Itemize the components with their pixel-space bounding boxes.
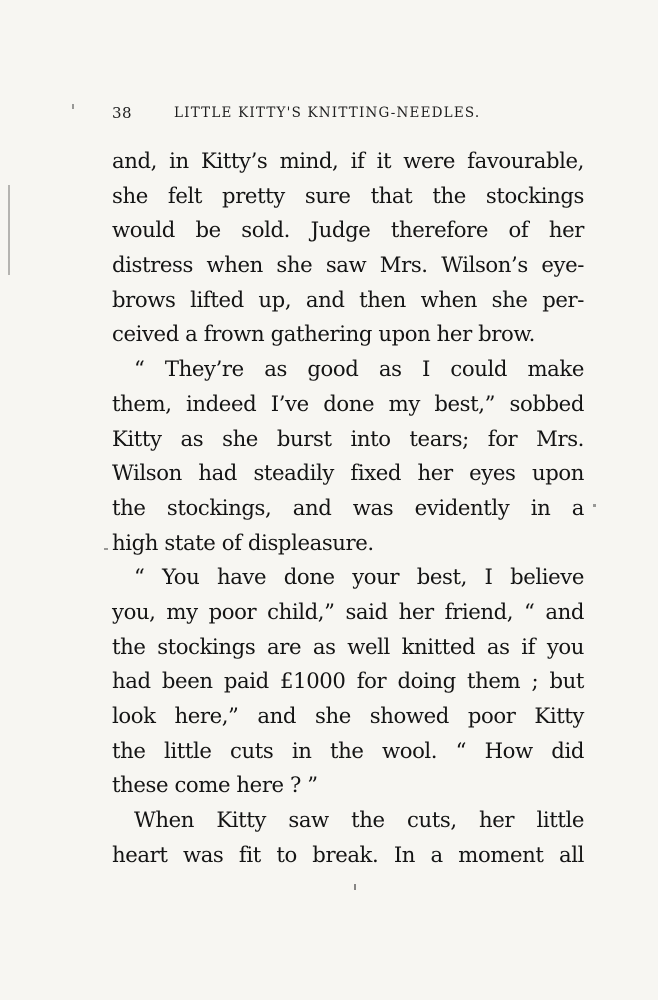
text-line: “ You have done your best, I believe (134, 564, 584, 590)
text-line: heart was fit to break. In a moment all (112, 841, 584, 867)
text-line: distress when she saw Mrs. Wilson’s eye- (112, 252, 584, 278)
scan-mark (593, 504, 596, 507)
text-line: these come here ? ” (112, 772, 318, 798)
scan-mark (104, 548, 108, 550)
text-line: the little cuts in the wool. “ How did (112, 737, 584, 763)
text-line: them, indeed I’ve done my best,” sobbed (112, 390, 584, 416)
text-line: had been paid £1000 for doing them ; but (112, 668, 584, 694)
text-line: and, in Kitty’s mind, if it were favourable, (112, 148, 584, 173)
text-line: brows lifted up, and then when she per- (112, 286, 584, 312)
text-line: Kitty as she burst into tears; for Mrs. (112, 425, 584, 451)
scan-mark (354, 884, 356, 890)
text-line: she felt pretty sure that the stockings (112, 182, 584, 208)
running-title: LITTLE KITTY'S KNITTING-NEEDLES. (174, 105, 481, 121)
text-line: the stockings are as well knitted as if you (112, 633, 584, 659)
page-number: 38 (112, 104, 133, 122)
text-line: the stockings, and was evidently in a (112, 494, 584, 520)
text-line: Wilson had steadily fixed her eyes upon (112, 460, 584, 486)
page-header (112, 104, 582, 126)
text-line: would be sold. Judge therefore of her (112, 217, 584, 243)
text-line: “ They’re as good as I could make (134, 356, 584, 382)
scan-mark (8, 185, 10, 275)
scan-mark (72, 104, 74, 109)
text-line: look here,” and she showed poor Kitty (112, 703, 584, 728)
text-line: you, my poor child,” said her friend, “ and (112, 598, 584, 624)
text-line: ceived a frown gathering upon her brow. (112, 321, 535, 347)
text-line: high state of displeasure. (112, 529, 374, 555)
text-line: When Kitty saw the cuts, her little (134, 807, 584, 833)
body-text (112, 144, 584, 872)
